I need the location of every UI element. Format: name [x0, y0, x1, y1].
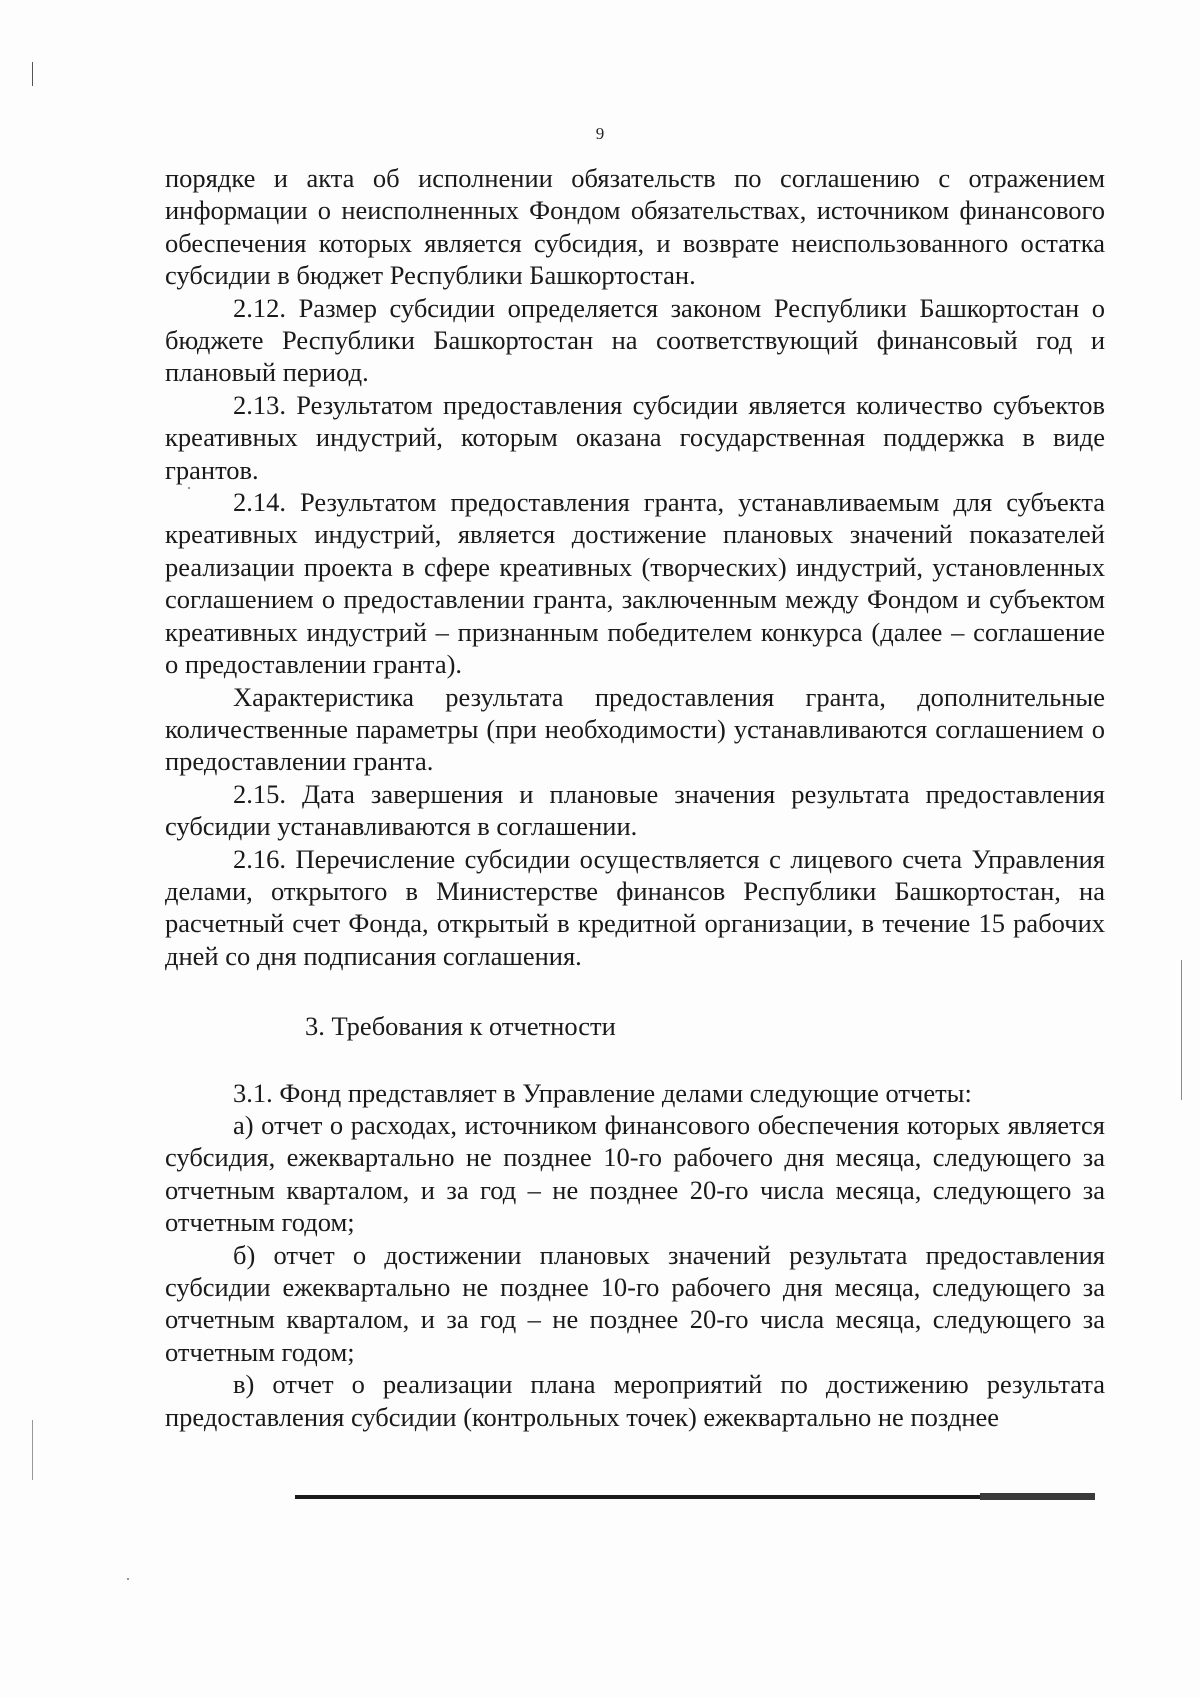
- paragraph-2-12: 2.12. Размер субсидии определяется законом Республики Башкортостан о бюджете Республики Башкортостан на соответствующий финансовый год и плановый период.: [165, 292, 1105, 388]
- paragraph-3-1-b: б) отчет о достижении плановых значений результата предоставления субсидии ежеквартально не позднее 10-го рабочего дня месяца, следующего за отчетным кварталом, и за год – не позднее 20-го числа месяца, следующего за отчетным годом;: [165, 1239, 1105, 1367]
- paragraph-2-13: 2.13. Результатом предоставления субсидии является количество субъектов креативных индустрий, которым оказана государственная поддержка в виде грантов.: [165, 389, 1105, 485]
- paragraph-3-1-v: в) отчет о реализации плана мероприятий по достижению результата предоставления субсидии (контрольных точек) ежеквартально не позднее: [165, 1369, 1105, 1432]
- paragraph-grant-characteristics: Характеристика результата предоставления гранта, дополнительные количественные параметры (при необходимости) устанавливаются соглашением о предоставлении гранта.: [165, 681, 1105, 777]
- paragraph-2-14: 2.14. Результатом предоставления гранта, устанавливаемым для субъекта креативных индустрий, является достижение плановых значений показателей реализации проекта в сфере креативных (творческих) индустрий, установленных соглашением о предоставлении гранта, заключенным между Фондом и субъектом креативных индустрий – признанным победителем конкурса (далее – соглашение о предоставлении гранта).: [165, 487, 1105, 680]
- page-number: 9: [595, 124, 605, 143]
- scan-margin-mark-bottom: [32, 1420, 33, 1480]
- paragraph-continuation: порядке и акта об исполнении обязательств по соглашению с отражением информации о неисполненных Фондом обязательствах, источником финансового обеспечения которых является субсидия, и возврате неиспользованного остатка субсидии в бюджет Республики Башкортостан.: [165, 163, 1105, 291]
- scan-right-edge-mark: [1181, 960, 1182, 1100]
- paragraph-3-1: 3.1. Фонд представляет в Управление делами следующие отчеты:: [233, 1077, 972, 1108]
- paragraph-2-16: 2.16. Перечисление субсидии осуществляется с лицевого счета Управления делами, открытого в Министерстве финансов Республики Башкортостан, на расчетный счет Фонда, открытый в кредитной организации, в течение 15 рабочих дней со дня подписания соглашения.: [165, 843, 1105, 971]
- paragraph-2-15: 2.15. Дата завершения и плановые значения результата предоставления субсидии устанавливаются в соглашении.: [165, 778, 1105, 842]
- scan-margin-mark-top: [32, 62, 33, 86]
- paragraph-3-1-a: а) отчет о расходах, источником финансового обеспечения которых является субсидия, ежеквартально не позднее 10-го рабочего дня месяца, следующего за отчетным кварталом, и за год – не позднее 20-го числа месяца, следующего за отчетным годом;: [165, 1109, 1105, 1238]
- scan-speck: [127, 1578, 129, 1580]
- section-heading: 3. Требования к отчетности: [305, 1011, 616, 1042]
- document-body: [165, 162, 1105, 1433]
- bottom-scan-rule: [295, 1495, 1095, 1499]
- bottom-scan-rule-heavy: [980, 1493, 1095, 1500]
